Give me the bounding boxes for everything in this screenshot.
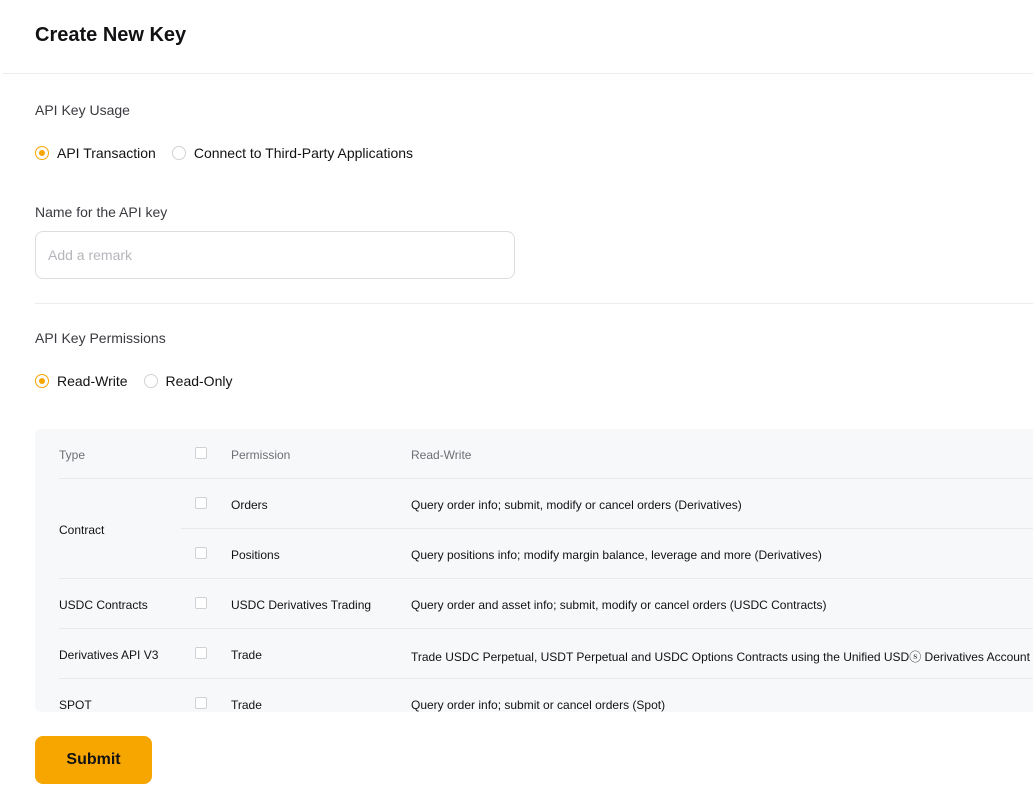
submit-button[interactable]: Submit <box>35 736 152 784</box>
permission-option-label: Read-Write <box>57 373 128 389</box>
description-derivatives-trade: Trade USDC Perpetual, USDT Perpetual and USDC Options Contracts using the Unified USDⓢ Derivatives Account <box>411 650 1030 664</box>
permissions-table <box>35 429 1033 712</box>
usage-label: API Key Usage <box>35 102 130 118</box>
header-type: Type <box>59 448 86 462</box>
permission-checkbox-positions[interactable] <box>195 547 207 559</box>
permission-positions: Positions <box>231 548 280 562</box>
row-divider <box>59 578 1033 579</box>
header-permission: Permission <box>231 448 291 462</box>
select-all-checkbox[interactable] <box>195 447 207 459</box>
description-spot-trade: Query order info; submit or cancel orders (Spot) <box>411 698 666 712</box>
permission-checkbox-derivatives-trade[interactable] <box>195 647 207 659</box>
permission-option-label: Read-Only <box>165 373 233 389</box>
description-orders: Query order info; submit, modify or cancel orders (Derivatives) <box>411 498 742 512</box>
permissions-label: API Key Permissions <box>35 330 166 346</box>
permission-checkbox-orders[interactable] <box>195 497 207 509</box>
type-contract: Contract <box>59 523 105 537</box>
description-usdc-derivatives: Query order and asset info; submit, modify or cancel orders (USDC Contracts) <box>411 598 827 612</box>
permissions-radio-group <box>35 373 248 389</box>
panel-header <box>3 0 1033 74</box>
api-key-name-input[interactable] <box>36 232 514 278</box>
permission-spot-trade: Trade <box>231 698 262 712</box>
radio-unselected-icon[interactable] <box>172 146 186 160</box>
permission-checkbox-usdc-derivatives[interactable] <box>195 597 207 609</box>
section-divider <box>35 303 1033 304</box>
type-derivatives-api-v3: Derivatives API V3 <box>59 648 159 662</box>
type-spot: SPOT <box>59 698 92 712</box>
description-positions: Query positions info; modify margin balance, leverage and more (Derivatives) <box>411 548 822 562</box>
row-divider <box>59 478 1033 479</box>
name-field-container <box>35 231 515 279</box>
permission-checkbox-spot-trade[interactable] <box>195 697 207 709</box>
permission-orders: Orders <box>231 498 268 512</box>
permission-option-read-only[interactable] <box>144 373 233 389</box>
usage-radio-group <box>35 145 429 161</box>
header-read-write: Read-Write <box>411 448 472 462</box>
row-divider <box>181 528 1033 529</box>
row-divider <box>59 628 1033 629</box>
type-usdc-contracts: USDC Contracts <box>59 598 148 612</box>
usage-option-label: API Transaction <box>57 145 156 161</box>
radio-selected-icon[interactable] <box>35 374 49 388</box>
usage-option-label: Connect to Third-Party Applications <box>193 145 414 161</box>
usage-option-api-transaction[interactable] <box>35 145 156 161</box>
page-title: Create New Key <box>35 24 187 46</box>
row-divider <box>59 678 1033 679</box>
permission-derivatives-trade: Trade <box>231 648 262 662</box>
name-field-label: Name for the API key <box>35 204 168 220</box>
usage-option-third-party[interactable] <box>172 145 413 161</box>
permission-option-read-write[interactable] <box>35 373 128 389</box>
permission-usdc-derivatives: USDC Derivatives Trading <box>231 598 372 612</box>
radio-unselected-icon[interactable] <box>144 374 158 388</box>
radio-selected-icon[interactable] <box>35 146 49 160</box>
create-key-panel <box>3 0 1033 796</box>
